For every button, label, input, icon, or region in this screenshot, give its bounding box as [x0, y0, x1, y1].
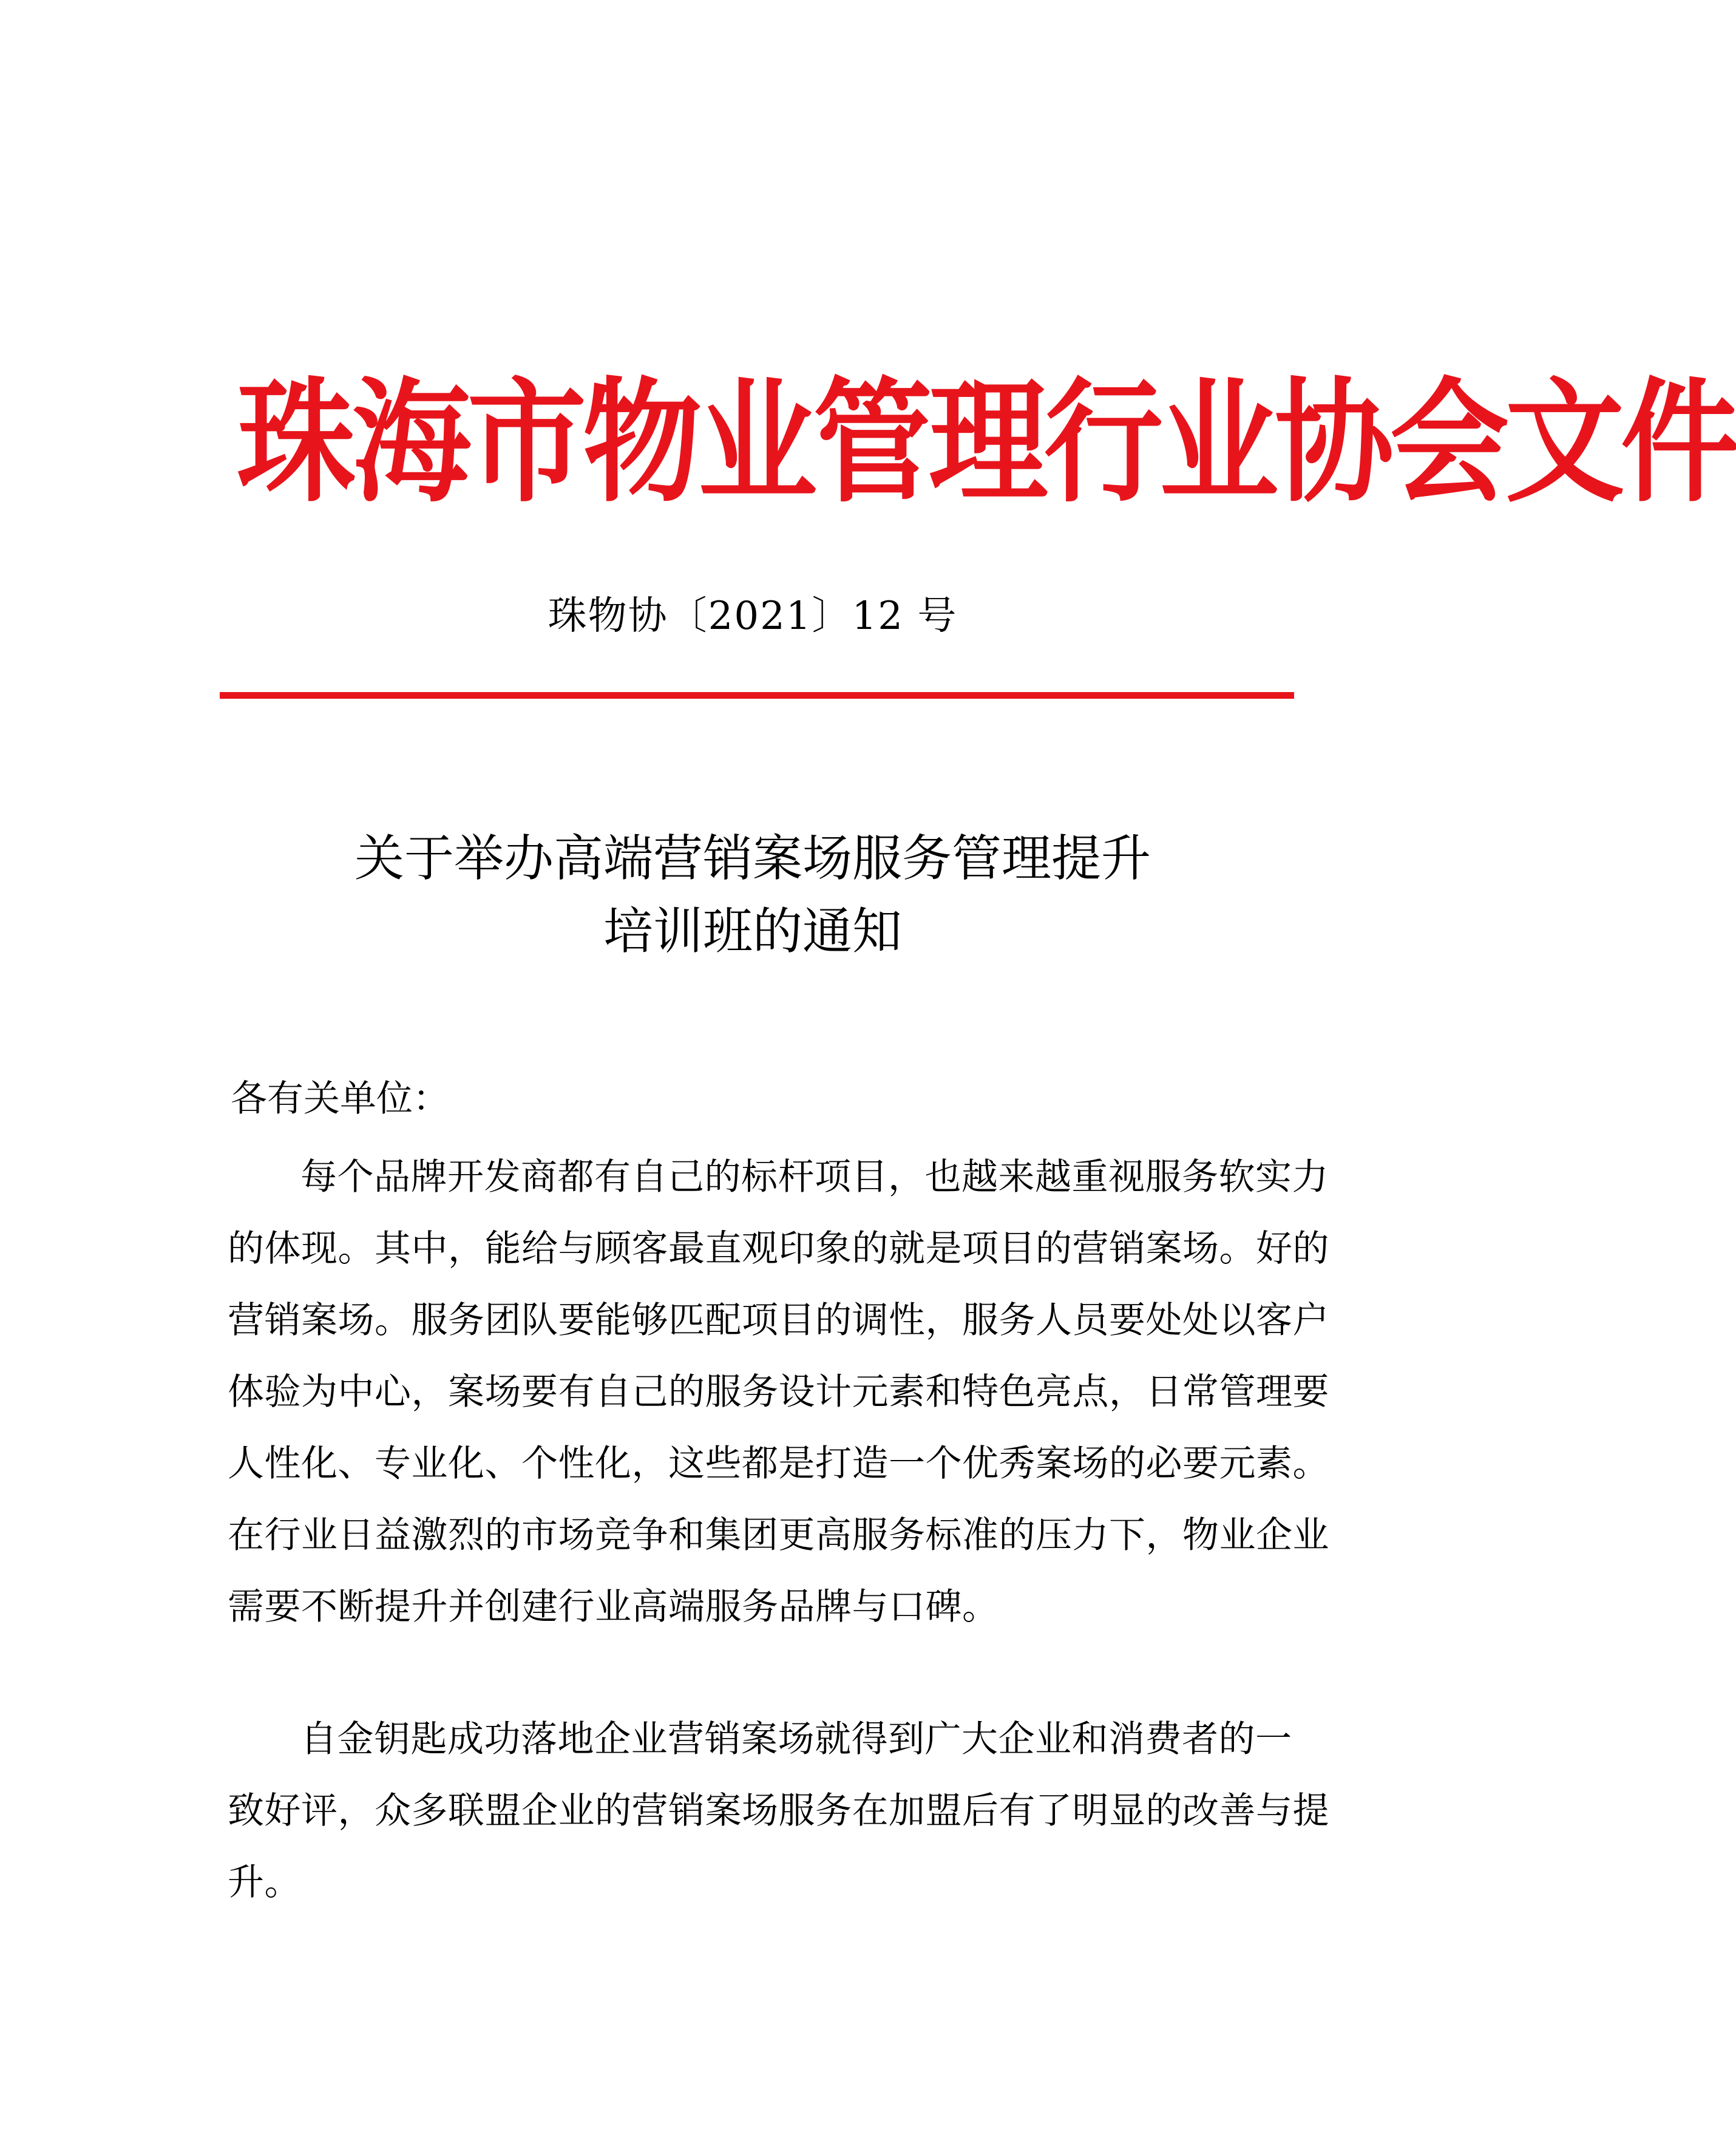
- notice-title-line-1: 关于举办高端营销案场服务管理提升: [354, 830, 1151, 888]
- notice-title-line-2: 培训班的通知: [603, 903, 902, 960]
- paragraph-line: 营销案场。服务团队要能够匹配项目的调性，服务人员要处处以客户: [228, 1299, 1329, 1342]
- paragraph-line: 升。: [228, 1861, 301, 1904]
- paragraph-line: 自金钥匙成功落地企业营销案场就得到广大企业和消费者的一: [300, 1718, 1292, 1761]
- paragraph-line: 体验为中心，案场要有自己的服务设计元素和特色亮点，日常管理要: [228, 1371, 1329, 1413]
- organization-header-title: 珠海市物业管理行业协会文件: [237, 365, 1736, 521]
- paragraph-line: 人性化、专业化、个性化，这些都是打造一个优秀案场的必要元素。: [228, 1442, 1329, 1485]
- paragraph-line: 每个品牌开发商都有自己的标杆项目，也越来越重视服务软实力: [300, 1156, 1329, 1198]
- paragraph-line: 需要不断提升并创建行业高端服务品牌与口碑。: [228, 1586, 999, 1628]
- paragraph-line: 致好评，众多联盟企业的营销案场服务在加盟后有了明显的改善与提: [228, 1790, 1329, 1832]
- salutation: 各有关单位：: [231, 1078, 449, 1120]
- body-paragraph-2: [228, 1703, 1329, 1918]
- red-divider-line: [220, 692, 1294, 699]
- body-paragraph-1: [228, 1141, 1329, 1643]
- paragraph-line: 在行业日益激烈的市场竞争和集团更高服务标准的压力下，物业企业: [228, 1514, 1329, 1557]
- document-number: 珠物协〔2021〕12 号: [548, 594, 958, 639]
- paragraph-line: 的体现。其中，能给与顾客最直观印象的就是项目的营销案场。好的: [228, 1227, 1329, 1270]
- notice-title: [0, 823, 1505, 968]
